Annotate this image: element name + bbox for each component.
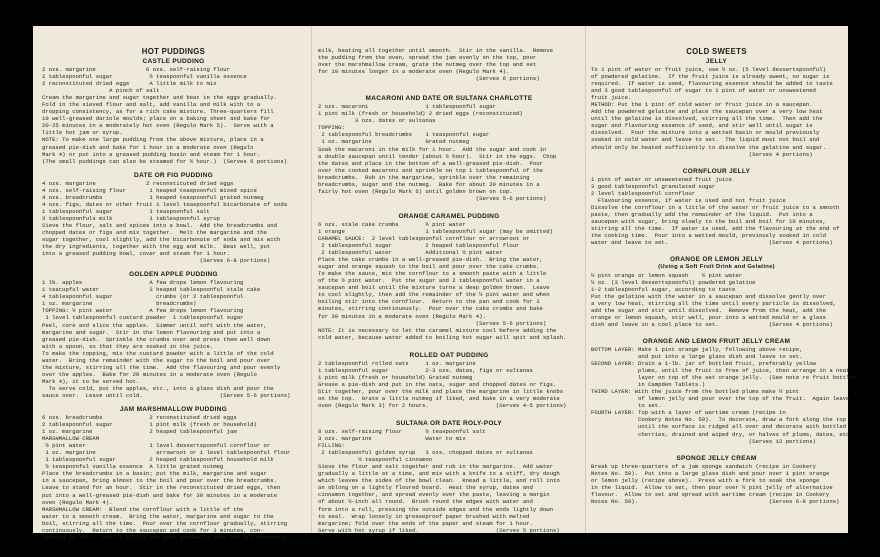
column-hot-puddings [42,26,305,541]
recipe-body-orange-caramel-pudding: 6 ozs. stale cake crumbs ½ pint water 1 orange 1 tablespoonful sugar (may be omitted) CARAMEL SAUCE: 2 level tablespoonful cornflour or arrowroot or 2 tablespoonful sugar 2 heaped tablespoonful flour 2 tablespoonful water Additional ½ pint water Place the cake crumbs in a well-greased pie-dish. Bring the water, sugar and orange squash to the boil and pour over the cake crumbs. To make the sauce, mix the cornflour to a smooth paste with a little of the ½ pint water. Put the sugar and 2 tablespoonful water in a saucepan and boil until the mixture turns a deep golden brown. Leave to cool slightly, then add the remainder of the ½ pint water and when boiling stir into the cornflour. Return to the pan and cook for 3 minutes, stirring continuously. Pour over the cake crumbs and bake for 30 minutes in a moderate oven (Regulo Mark 4). (Serves 5-6 portions) NOTE: It is necessary to let the caramel mixture cool before adding the cold water, because water added to boiling hot sugar will spit and splash. [318,220,567,341]
column-cold-sweets [591,26,857,533]
recipe-body-golden-apple-pudding: 1 lb. apples A few drops lemon flavouring 1 teacupful water 3 heaped tablespoonful stale cake 4 tablespoonful sugar crumbs (or 2 tablespoonful 1 oz. margarine breadcrumbs) TOPPING: ½ pint water A few drops lemon flavouring 1 level tablespoonful custard powder 1 tablespoonful sugar Peel, core and slice the apples. Simmer until soft with the water, margarine and sugar. Stir in the lemon flavouring and put into a greased pie-dish. Sprinkle the crumbs over and press them well down with a spoon, so that they are soaked in the juice. To make the topping, mix the custard powder with a little of the cold water. Bring the remainder with the sugar to the boil and pour over the mixture, stirring all the time. Add the flavouring and pour evenly over the apples. Bake for 20 minutes in a moderate oven (Regulo Mark 4), it to be served hot. To serve cold, put the apples, etc., into a glass dish and pour the sauce over. Leave until cold. (Serves 5-6 portions) [42,279,291,399]
fold-line-right [585,26,586,533]
recipe-title-sponge-jelly-cream: SPONGE JELLY CREAM [676,454,757,462]
recipe-body-jam-marshmallow-pudding: 6 ozs. breadcrumbs 2 reconstituted dried eggs 2 tablespoonful sugar 1 pint milk (fresh or household) 1 oz. margarine 2 heaped tablespoonful jam MARSHMALLOW CREAM ½ pint water 1 level dessertspoonful cornflour or 1 oz. margarine arrowroot or 1 level tablespoonful flour 1 tablespoonful sugar 2 heaped tablespoonful household milk ½ teaspoonful vanilla essence A little grated nutmeg Place the breadcrumbs in a basin; put the milk, margarine and sugar in a saucepan, bring almost to the boil and pour over the breadcrumbs. Leave to stand for an hour. Stir in the reconstituted dried eggs, then put into a well-greased pie-dish and bake for 30 minutes in a moderate oven (Regulo Mark 4). MARSHMALLOW CREAM: Blend the cornflour with a little of the water to a smooth cream. Bring the water, margarine and sugar to the boil, stirring all the time. Pour over the cornflour gradually, stirring continuously. Return to the saucepan and cook for 3 minutes, con- tinuing to stir. Cool a little and pour gradually over the dry household [42,414,291,541]
recipe-body-rolled-oat-pudding: 2 tablespoonful rolled oats 1 oz. margarine 1 tablespoonful sugar 2-3 ozs. dates, figs or sultanas 1 pint milk (fresh or household) Grated nutmeg Grease a pie-dish and put in the oats, sugar and chopped dates or figs. Stir together, pour over the milk and place the margarine in little knobs on the top. Grate a little nutmeg if liked, and bake in a very moderate oven (Regulo Mark 3) for 2 hours. (Serves 4-5 portions) [318,359,567,409]
recipe-title-rolled-oat-pudding: ROLLED OAT PUDDING [409,351,489,359]
section-header-cold-sweets: COLD SWEETS [686,47,747,56]
recipe-body-roly-poly: 8 ozs. self-raising flour ½ teaspoonful salt 3 ozs. margarine Water to mix FILLING: 2 tablespoonful golden syrup 3 ozs. chopped dates or sultanas ½ teaspoonful cinnamon Sieve the flour and salt together and rub in the margarine. Add water gradually a little at a time, and mix with a knife to a stiff, dry dough which leaves the sides of the bowl clean. Knead a little, and roll into an oblong on a lightly floured board. Heat the syrup, dates and cinnamon together, and spread evenly over the paste, leaving a margin of about ½-inch all round. Brush round the edges with water and form into a roll, pressing the outside edges and the ends lightly down to seal. Wrap loosely in greaseproof paper brushed with melted margarine; fold over the ends of the paper and steam for 1 hour. Serve with hot syrup if liked. (Serves 5 portions) [318,428,560,534]
recipe-title-roly-poly: SULTANA OR DATE ROLY-POLY [395,420,503,428]
recipe-continued-text: milk, beating all together until smooth. Stir in the vanilla. Remove the pudding from the oven, spread the jam evenly on the top, pour over the marshmallow cream, grate the nutmeg over the top and set for 10 minutes longer in a moderate oven (Regulo Mark 4). (Serves 6 portions) [318,47,553,83]
recipe-title-jelly: JELLY [705,58,728,65]
recipe-title-golden-apple-pudding: GOLDEN APPLE PUDDING [129,271,218,279]
recipe-title-castle-pudding: CASTLE PUDDING [142,58,205,65]
recipe-body-jelly: To 1 pint of water or fruit juice, use ½ oz. (5 level dessertspoonful) of powdered gelatine. If the fruit juice is already sweet, no sugar is required. If water is used, flavouring essence should be added to taste and 3 good tablespoonful of sugar to 1 pint of water or unsweetened fruit juice. METHOD: Put the 1 pint of cold water or fruit juice in a saucepan. Add the powdered gelatine and place the saucepan over a very low heat until the gelatine is dissolved, stirring all the time. Then add the sugar and flavouring essence if used, and stir well until sugar is dissolved. Pour the mixture into a wetted basin or mould previously soaked in cold water and leave to set. The liquid must not boil and should only be heated sufficiently to dissolve the gelatine and sugar. (Serves 4 portions) [591,66,833,158]
recipe-body-fruit-jelly-cream: BOTTOM LAYER: Make 1 pint orange jelly, following above recipe, and put into a large glass dish and leave to set. SECOND LAYER: Drain a 1-lb. jar of bottled fruit, preferably yellow plums, until the fruit is free of juice, then arrange in a neat layer on top of the set orange jelly. (See note re fruit bottled in Campden Tablets.) THIRD LAYER: With the juice from the bottled plums make ½ pint of lemon jelly and pour over the top of the fruit. Again leave to set. FOURTH LAYER: Top with a layer of wartime cream (recipe in Cookery Notes No. 59). To decorate, draw a fork along the top until the surface is ridged all over and decorate with bottled cherries, drained and wiped dry, or halves of plums, dates, etc. (Serves 12 portions) [591,345,857,445]
column-middle [318,26,580,533]
recipe-title-orange-lemon-jelly: ORANGE OR LEMON JELLY [669,256,764,264]
recipe-body-orange-lemon-jelly: ½ pint orange or lemon squash ½ pint water ½ oz. (3 level dessertspoonful) powdered gelatine 1-2 tablespoonful sugar, according to taste Put the gelatine with the water in a saucepan and dissolve gently over a very low heat, stirring all the time until every particle is dissolved, add the sugar and stir until dissolved. Remove from the heat, add the orange or lemon squash, stir well, pour into a wetted mould or a glass dish and leave in a cool place to set. (Serves 4 portions) [591,271,837,328]
recipe-body-cornflour-jelly: 1 pint of water or unsweetened fruit juice 3 good tablespoonful granulated sugar 2 level tablespoonful cornflour Flavouring essence, if water is used and not fruit juice Dissolve the cornflour in a little of the water or fruit juice to a smooth paste, then gradually add the remainder of the liquid. Put into a saucepan with sugar, bring slowly to the boil and boil for 10 minutes, stirring all the time. If water is used, add the flavouring at the end of the cooking time. Pour into a wetted mould, previously soaked in cold water and leave to set. (Serves 4 portions) [591,175,840,247]
recipe-title-orange-caramel-pudding: ORANGE CARAMEL PUDDING [398,212,500,220]
recipe-body-sponge-jelly-cream: Break up three-quarters of a jam sponge sandwich (recipe in Cookery Notes No. 59). Put into a large glass dish and pour over 1 pint orange or lemon jelly (recipe above). Press with a fork to soak the sponge in the liquid. Allow to set, then pour over ½ pint jelly of alternative flavour. Allow to set and spread with wartime cream (recipe in Cookery Notes No. 59). (Serves 6-8 portions) [591,462,840,505]
recipe-body-macaroni-charlotte: 2 ozs. macaroni 1 tablespoonful sugar 1 pint milk (fresh or household) 2 dried eggs (reconstituted) 3 ozs. dates or sultanas TOPPING: 2 tablespoonful breadcrumbs 1 teaspoonful sugar 1 oz. margarine Grated nutmeg Soak the macaroni in the milk for 1 hour. Add the sugar and cook in a double saucepan until tender (about ½ hour). Stir in the eggs. Chop the dates and place in the bottom of a well-greased pie-dish. Pour over the cooked macaroni and sprinkle on top 1 tablespoonful of the breadcrumbs. Rub in the margarine, sprinkle over the remaining breadcrumbs, sugar and the nutmeg. Bake for about 20 minutes in a fairly hot oven (Regulo Mark 6) until golden brown on top. (Serves 5-6 portions) [318,103,557,202]
fold-line-left [311,26,312,533]
section-header-hot-puddings: HOT PUDDINGS [141,47,206,56]
recipe-leaflet [33,26,857,541]
recipe-title-macaroni-charlotte: MACARONI AND DATE OR SULTANA CHARLOTTE [365,95,533,103]
recipe-subtitle-orange-lemon-jelly: (Using a Soft Fruit Drink and Gelatine) [658,264,775,271]
recipe-body-date-fig-pudding: 4 ozs. margarine 2 reconstituted dried eggs 4 ozs. self-raising flour 1 heaped teaspoonful mixed spice 4 ozs. breadcrumbs 1 heaped teaspoonful grated nutmeg 4 ozs. figs, dates or other fruit 1 level teaspoonful bicarbonate of soda 1 tablespoonful sugar 1 teaspoonful salt 3 tablespoonfuls milk 1 tablespoonful syrup Sieve the flour, salt and spices into a bowl. Add the breadcrumbs and chopped dates or figs and mix together. Melt the margarine and the sugar together, cool slightly, add the bicarbonate of soda and mix with the dry ingredients, together with the egg and milk. Beat well, put into a greased pudding bowl, cover and steam for 1 hour. (Serves 6-8 portions) [42,179,288,265]
recipe-body-castle-pudding: 2 ozs. margarine 6 ozs. self-raising flour 2 tablespoonful sugar ½ teaspoonful vanilla essence 2 reconstituted dried eggs A little milk to mix A pinch of salt Cream the margarine and sugar together and beat in the eggs gradually. Fold in the sieved flour and salt, add vanilla and milk with to a dropping consistency, as for a rich cake mixture. Three-quarters fill 10 well-greased dariole moulds; place on a baking sheet and bake for 20-25 minutes in a moderately hot oven (Regulo Mark 5). Serve with a little hot jam or syrup. NOTE: To make one large pudding from the above mixture, place in a greased pie-dish and bake for 1 hour in a moderate oven (Regulo Mark 4) or put into a greased pudding basin and steam for 1 hour. (The small puddings can also be steamed for ½ hour.) (Serves 6 portions) [42,66,288,165]
recipe-title-jam-marshmallow-pudding: JAM MARSHMALLOW PUDDING [119,406,228,414]
recipe-title-date-fig-pudding: DATE OR FIG PUDDING [134,171,213,179]
recipe-title-fruit-jelly-cream: ORANGE AND LEMON FRUIT JELLY CREAM [642,337,791,345]
recipe-title-cornflour-jelly: CORNFLOUR JELLY [682,167,751,175]
